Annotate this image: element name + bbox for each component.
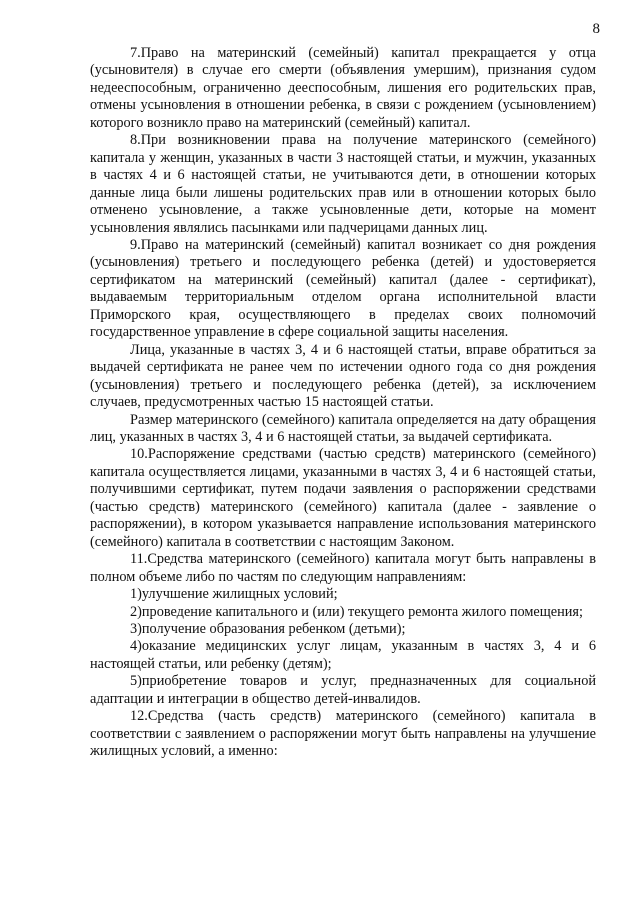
- paragraph-7: 7.Право на материнский (семейный) капитал прекращается у отца (усыновителя) в случае его смерти (объявления умершим), признания судом недееспособным, ограниченно дееспособным, лишения его родительских прав, отмены усыновления в отношении ребенка, в связи с рождением (усыновлением) которого возникло право на материнский (семейный) капитал.: [90, 45, 596, 131]
- paragraph-12: 12.Средства (часть средств) материнского (семейного) капитала в соответствии с заявлением о распоряжении могут быть направлены на улучшение жилищных условий, а именно:: [90, 708, 596, 760]
- paragraph-9-persons: Лица, указанные в частях 3, 4 и 6 настоящей статьи, вправе обратиться за выдачей сертификата не ранее чем по истечении одного года со дня рождения (усыновления) третьего и последующего ребенка (детей), за исключением случаев, предусмотренных частью 15 настоящей статьи.: [90, 341, 596, 411]
- list-item-2: 2)проведение капитального и (или) текущего ремонта жилого помещения;: [130, 603, 583, 620]
- list-item-1: 1)улучшение жилищных условий;: [130, 586, 338, 603]
- list-item-3: 3)получение образования ребенком (детьми);: [130, 620, 406, 637]
- paragraph-9-amount: Размер материнского (семейного) капитала определяется на дату обращения лиц, указанных в частях 3, 4 и 6 настоящей статьи, за выдачей сертификата.: [90, 411, 596, 445]
- document-body: [90, 45, 596, 761]
- page-number: 8: [592, 21, 600, 37]
- list-item-5: 5)приобретение товаров и услуг, предназначенных для социальной адаптации и интеграции в общество детей-инвалидов.: [90, 673, 596, 707]
- paragraph-10: 10.Распоряжение средствами (частью средств) материнского (семейного) капитала осуществляется лицами, указанными в частях 3, 4 и 6 настоящей статьи, получившими сертификат, путем подачи заявления о распоряжении средствами (частью средств) материнского (семейного) капитала (далее - заявление о распоряжении), в котором указывается направление использования материнского (семейного) капитала в соответствии с настоящим Законом.: [90, 446, 596, 550]
- paragraph-11: 11.Средства материнского (семейного) капитала могут быть направлены в полном объеме либо по частям по следующим направлениям:: [90, 551, 596, 585]
- paragraph-8: 8.При возникновении права на получение материнского (семейного) капитала у женщин, указанных в части 3 настоящей статьи, и мужчин, указанных в частях 4 и 6 настоящей статьи, не учитываются дети, в отношении которых данные лица были лишены родительских прав или в отношении которых было отменено усыновление, а также усыновленные дети, которые на момент усыновления являлись пасынками или падчерицами данных лиц.: [90, 132, 596, 236]
- paragraph-9: 9.Право на материнский (семейный) капитал возникает со дня рождения (усыновления) третьего и последующего ребенка (детей) и удостоверяется сертификатом на материнский (семейный) капитал (далее - сертификат), выдаваемым территориальным отделом органа исполнительной власти Приморского края, осуществляющего в пределах своих полномочий государственное управление в сфере социальной защиты населения.: [90, 236, 596, 341]
- list-item-4: 4)оказание медицинских услуг лицам, указанным в частях 3, 4 и 6 настоящей статьи, или ребенку (детям);: [90, 638, 596, 672]
